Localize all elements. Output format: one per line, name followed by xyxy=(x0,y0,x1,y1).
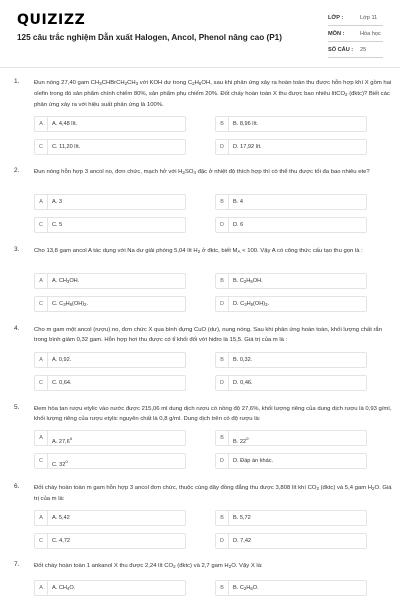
option-text: D. Đáp án khác. xyxy=(233,458,274,464)
option-d[interactable] xyxy=(215,217,367,233)
option-text: C. 4,72 xyxy=(52,538,71,544)
option-letter: C xyxy=(35,454,48,468)
option-text: A. 0,92. xyxy=(52,357,72,363)
option-text: C. 0,64. xyxy=(52,380,72,386)
option-text: A. 4,48 lít. xyxy=(52,121,78,127)
option-b[interactable] xyxy=(215,352,367,368)
option-d[interactable] xyxy=(215,453,367,469)
option-b[interactable] xyxy=(215,194,367,210)
question-text: Đốt cháy hoàn toàn 1 ankanol X thu được 2,24 lít $CO_2$ (đktc) và 2,7 gam $H_2O$. Vậy X là: xyxy=(34,563,263,569)
option-letter: D xyxy=(216,297,229,311)
meta-class-label: LỚP : xyxy=(328,15,344,21)
question-number: 3. xyxy=(14,246,20,253)
option-text: A. $CH_4O$. xyxy=(52,585,76,591)
option-text: D. $C_3H_5(OH)_3$. xyxy=(233,301,270,307)
option-d[interactable] xyxy=(215,533,367,549)
option-letter: C xyxy=(35,297,48,311)
option-text: A. 3 xyxy=(52,199,62,205)
option-text: B. 22$^o$ xyxy=(233,436,249,445)
option-letter: D xyxy=(216,534,229,548)
option-letter: C xyxy=(35,376,48,390)
option-b[interactable] xyxy=(215,580,367,596)
document-title: 125 câu trắc nghiệm Dẫn xuất Halogen, Ancol, Phenol nâng cao (P1) xyxy=(17,33,282,42)
option-text: C. 32$^o$ xyxy=(52,459,68,468)
option-letter: B xyxy=(216,117,229,131)
option-b[interactable] xyxy=(215,510,367,526)
question-text: Cho 13,8 gam ancol A tác dụng với Na dư giải phóng 5,04 lít $H_2$ ở đktc, biết $M_A < 100$. Vậy A có công thức cấu tạo thu gọn là : xyxy=(34,248,363,254)
question-text: Đem hòa tan rượu etylic vào nước được 215,06 ml dung dịch rượu có nồng độ 27,6%, khối lượng riêng của dung dịch rượu là 0,93 g/ml, khối lượng riêng của rượu etylic nguyên chất là 0,8 g/ml. Dung dịch trên có độ rượu là: xyxy=(34,406,392,422)
option-a[interactable] xyxy=(34,194,186,210)
option-d[interactable] xyxy=(215,375,367,391)
option-c[interactable] xyxy=(34,375,186,391)
option-text: B. 0,32. xyxy=(233,357,253,363)
option-b[interactable] xyxy=(215,430,367,446)
question-number: 5. xyxy=(14,404,20,411)
option-text: C. 5 xyxy=(52,222,63,228)
option-c[interactable] xyxy=(34,453,186,469)
option-a[interactable] xyxy=(34,352,186,368)
question-number: 2. xyxy=(14,167,20,174)
option-text: D. 6 xyxy=(233,222,244,228)
option-letter: B xyxy=(216,511,229,525)
option-letter: A xyxy=(35,274,48,288)
option-letter: B xyxy=(216,581,229,595)
option-text: D. 17,92 lít. xyxy=(233,144,262,150)
option-text: D. 7,42 xyxy=(233,538,252,544)
option-letter: B xyxy=(216,195,229,209)
option-letter: D xyxy=(216,140,229,154)
header-divider xyxy=(0,67,400,68)
document-header xyxy=(0,0,400,68)
meta-divider xyxy=(328,41,383,42)
option-a[interactable] xyxy=(34,510,186,526)
option-c[interactable] xyxy=(34,217,186,233)
meta-count-label: SỐ CÂU : xyxy=(328,47,354,53)
option-letter: C xyxy=(35,534,48,548)
option-a[interactable] xyxy=(34,116,186,132)
option-d[interactable] xyxy=(215,296,367,312)
quizizz-logo: QUIZIZZ xyxy=(17,12,86,28)
meta-subject-label: MÔN : xyxy=(328,31,345,37)
option-text: B. $C_2H_6O$. xyxy=(233,585,259,591)
meta-divider xyxy=(328,57,383,58)
option-letter: D xyxy=(216,218,229,232)
option-text: B. 4 xyxy=(233,199,243,205)
question-number: 7. xyxy=(14,561,20,568)
option-a[interactable] xyxy=(34,430,186,446)
meta-subject-value: Hóa học xyxy=(360,31,381,37)
option-letter: C xyxy=(35,218,48,232)
option-text: D. 0,46. xyxy=(233,380,253,386)
option-letter: B xyxy=(216,431,229,445)
meta-count-value: 25 xyxy=(360,47,367,53)
option-b[interactable] xyxy=(215,116,367,132)
question-text: Đun nóng hỗn hợp 3 ancol no, đơn chức, mạch hở với $H_2SO_4$ đặc ở nhiệt độ thích hợp thì có thể thu được tối đa bao nhiêu ete? xyxy=(34,169,370,175)
option-text: B. $C_2H_5OH$. xyxy=(233,278,263,284)
option-letter: D xyxy=(216,376,229,390)
option-letter: A xyxy=(35,353,48,367)
option-a[interactable] xyxy=(34,580,186,596)
option-text: A. 5,42 xyxy=(52,515,70,521)
question-text: Cho m gam một ancol (rượu) no, đơn chức X qua bình đựng CuO (dư), nung nóng. Sau khi phản ứng hoàn toàn, khối lượng chất rắn trong bình giảm 0,32 gam. Hỗn hợp hơi thu được có tỉ khối đối với hiđro là 15,5. Giá trị của m là : xyxy=(34,327,382,343)
option-letter: A xyxy=(35,511,48,525)
option-c[interactable] xyxy=(34,533,186,549)
question-text: Đốt cháy hoàn toàn m gam hỗn hợp 3 ancol đơn chức, thuộc cùng dãy đồng đẳng thu được 3,808 lít khí $CO_2$ (đktc) và 5,4 gam $H_2O$. Giá trị của m là: xyxy=(34,485,392,502)
option-letter: A xyxy=(35,431,48,445)
option-letter: B xyxy=(216,353,229,367)
question-number: 1. xyxy=(14,78,20,85)
option-letter: D xyxy=(216,454,229,468)
option-text: A. $CH_3OH$. xyxy=(52,278,80,284)
option-c[interactable] xyxy=(34,296,186,312)
option-letter: B xyxy=(216,274,229,288)
option-letter: A xyxy=(35,195,48,209)
option-text: B. 8,96 lít. xyxy=(233,121,259,127)
option-text: C. 11,20 lít. xyxy=(52,144,81,150)
option-a[interactable] xyxy=(34,273,186,289)
option-text: A. 27,6$^o$ xyxy=(52,436,73,445)
question-number: 4. xyxy=(14,325,20,332)
question-number: 6. xyxy=(14,483,20,490)
option-text: B. 5,72 xyxy=(233,515,251,521)
option-b[interactable] xyxy=(215,273,367,289)
option-c[interactable] xyxy=(34,139,186,155)
option-letter: C xyxy=(35,140,48,154)
meta-class-value: Lớp 11 xyxy=(360,15,378,21)
meta-divider xyxy=(328,25,383,26)
option-text: C. $C_3H_6(OH)_2$. xyxy=(52,301,89,307)
option-d[interactable] xyxy=(215,139,367,155)
question-text: Đun nóng 27,40 gam $CH_3CHBrCH_2CH_3$ với KOH dư trong $C_2H_5OH$, sau khi phản ứng xảy ra hoàn toàn thu được hỗn hợp khí X gồm hai olefin trong đó sản phẩm chính chiếm 80%, sản phẩm phụ chiếm 20%. Đốt cháy hoàn toàn X thu được bao nhiêu lítCO$_2$ (đktc)? Biết các phản ứng xảy ra với hiệu suất phản ứng là 100%. xyxy=(34,80,392,108)
option-letter: A xyxy=(35,117,48,131)
option-letter: A xyxy=(35,581,48,595)
